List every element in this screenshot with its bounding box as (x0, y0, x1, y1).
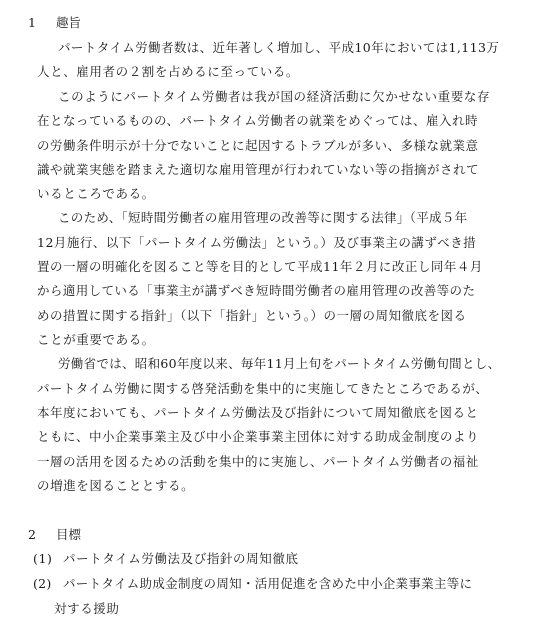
para4-line-1: 労働省では、昭和60年度以来、毎年11月上旬をパートタイム労働旬間とし、 (58, 356, 501, 371)
para4-line-2: パートタイム労働に関する啓発活動を集中的に実施してきたところであるが、 (37, 381, 489, 396)
section-1-heading (28, 14, 81, 32)
para4-line-5: 一層の活用を図るための活動を集中的に実施し、パートタイム労働者の福祉 (37, 454, 479, 469)
para3-line-3: 置の一層の明確化を図ること等を目的として平成11年２月に改正し同年４月 (37, 259, 483, 274)
section-1-title: 趣旨 (56, 15, 82, 30)
item-1-text: パートタイム労働法及び指針の周知徹底 (63, 551, 299, 566)
target-item-1 (33, 550, 299, 568)
para1-line-1: パートタイム労働者数は、近年著しく増加し、平成10年においては1,113万 (58, 40, 500, 55)
para2-line-2: 在となっているものの、パートタイム労働者の就業をめぐっては、雇入れ時 (37, 113, 479, 128)
item-2-text-line-2: 対する援助 (54, 601, 120, 616)
para3-line-2: 12月施行、以下「パートタイム労働法」という。）及び事業主の講ずべき措 (37, 235, 477, 250)
para3-line-5: めの措置に関する指針」（以下「指針」という。）の一層の周知徹底を図る (37, 308, 467, 323)
para2-line-3: の労働条件明示が十分でないことに起因するトラブルが多い、多様な就業意 (37, 138, 479, 153)
para3-line-4: から適用している「事業主が講ずべき短時間労働者の雇用管理の改善等のた (37, 283, 476, 298)
para2-line-1: このようにパートタイム労働者は我が国の経済活動に欠かせない重要な存 (58, 89, 491, 104)
item-2-marker: (2) (33, 576, 52, 591)
para2-line-5: いるところである。 (37, 186, 155, 201)
para3-line-6: ことが重要である。 (37, 332, 155, 347)
section-2-number: 2 (28, 527, 36, 542)
para4-line-3: 本年度においても、パートタイム労働法及び指針について周知徹底を図ると (37, 405, 479, 420)
item-2-text-line-1: パートタイム助成金制度の周知・活用促進を含めた中小企業事業主等に (63, 576, 473, 591)
para4-line-4: ともに、中小企業事業主及び中小企業事業主団体に対する助成金制度のより (37, 429, 480, 444)
target-item-2 (33, 575, 472, 593)
para1-line-2: 人と、雇用者の２割を占めるに至っている。 (37, 64, 300, 79)
item-1-marker: (1) (33, 551, 53, 566)
para3-line-1: このため、「短時間労働者の雇用管理の改善等に関する法律」（平成５年 (58, 210, 468, 225)
section-2-title: 目標 (56, 527, 82, 542)
section-1-number: 1 (28, 15, 36, 30)
section-2-heading (28, 526, 81, 544)
para4-line-6: の増進を図ることとする。 (37, 478, 195, 493)
para2-line-4: 識や就業実態を踏まえた適切な雇用管理が行われていない等の指摘がされて (37, 162, 480, 177)
